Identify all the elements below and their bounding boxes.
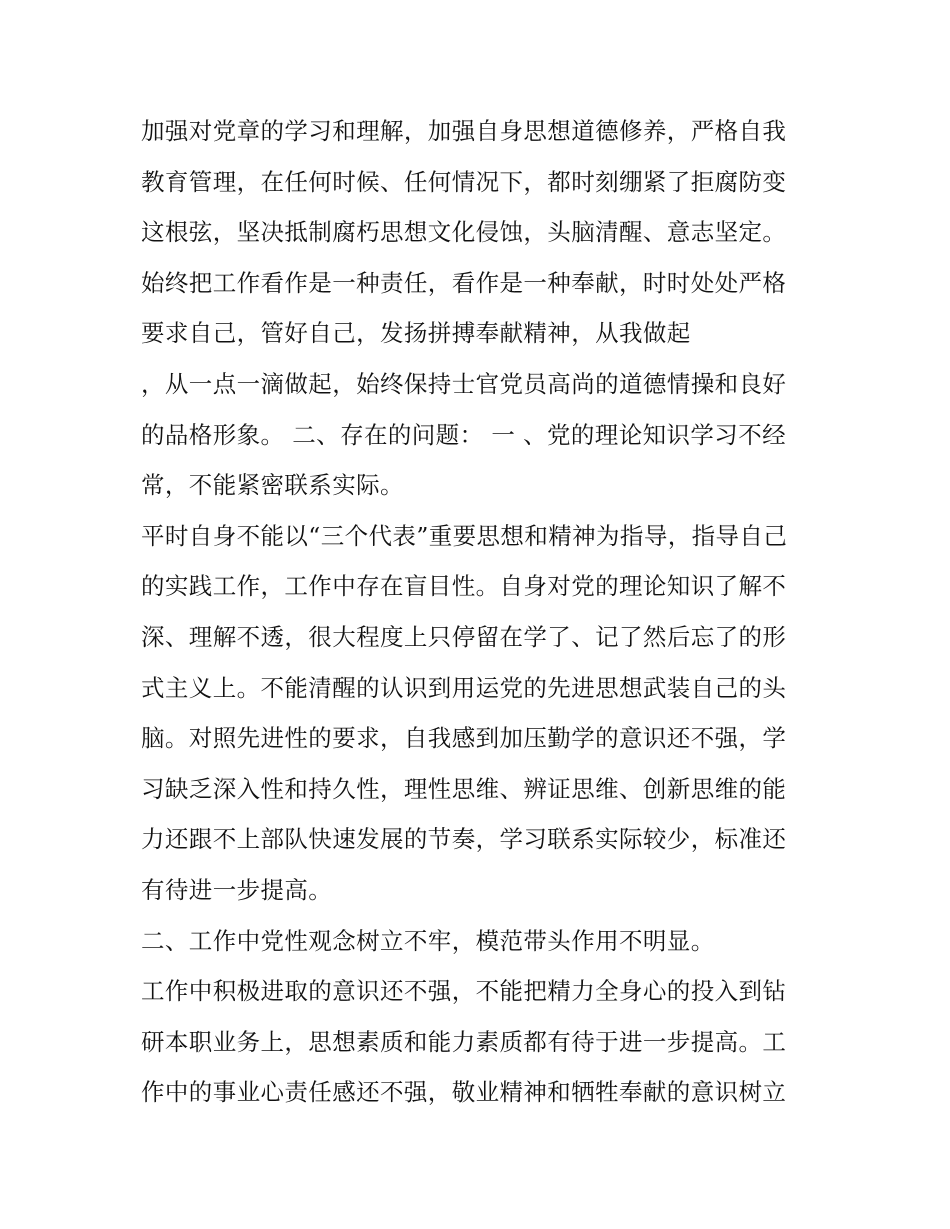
text-line: 深、理解不透，很大程度上只停留在学了、记了然后忘了的形 [141,622,787,651]
text-line: 教育管理，在任何时候、任何情况下，都时刻绷紧了拒腐防变 [141,167,787,196]
text-line: ，从一点一滴做起，始终保持士官党员高尚的道德情操和良好 [141,369,787,398]
text-line: 这根弦，坚决抵制腐朽思想文化侵蚀，头脑清醒、意志坚定。 [141,218,787,247]
text-line: 二、工作中党性观念树立不牢，模范带头作用不明显。 [141,926,715,955]
text-line: 始终把工作看作是一种责任，看作是一种奉献，时时处处严格 [141,268,787,297]
document-body [141,106,821,1118]
text-line: 研本职业务上，思想素质和能力素质都有待于进一步提高。工 [141,1027,787,1056]
text-line: 的实践工作，工作中存在盲目性。自身对党的理论知识了解不 [141,572,787,601]
text-line: 加强对党章的学习和理解，加强自身思想道德修养，严格自我 [141,117,787,145]
text-line: 工作中积极进取的意识还不强，不能把精力全身心的投入到钻 [141,977,787,1006]
text-line: 力还跟不上部队快速发展的节奏，学习联系实际较少，标准还 [141,825,787,854]
text-line: 平时自身不能以“三个代表”重要思想和精神为指导，指导自己 [141,521,788,550]
text-line: 作中的事业心责任感还不强，敬业精神和牺牲奉献的意识树立 [141,1078,787,1107]
text-line: 有待进一步提高。 [141,875,333,904]
text-line: 脑。对照先进性的要求，自我感到加压勤学的意识还不强，学 [141,724,787,753]
text-line: 式主义上。不能清醒的认识到用运党的先进思想武装自己的头 [141,673,787,702]
text-line: 常，不能紧密联系实际。 [141,471,404,500]
text-line: 的品格形象。 二、存在的问题： 一 、党的理论知识学习不经 [141,420,787,449]
text-line: 习缺乏深入性和持久性，理性思维、辨证思维、创新思维的能 [141,774,787,803]
text-line: 要求自己，管好自己，发扬拼搏奉献精神，从我做起 [141,319,691,348]
